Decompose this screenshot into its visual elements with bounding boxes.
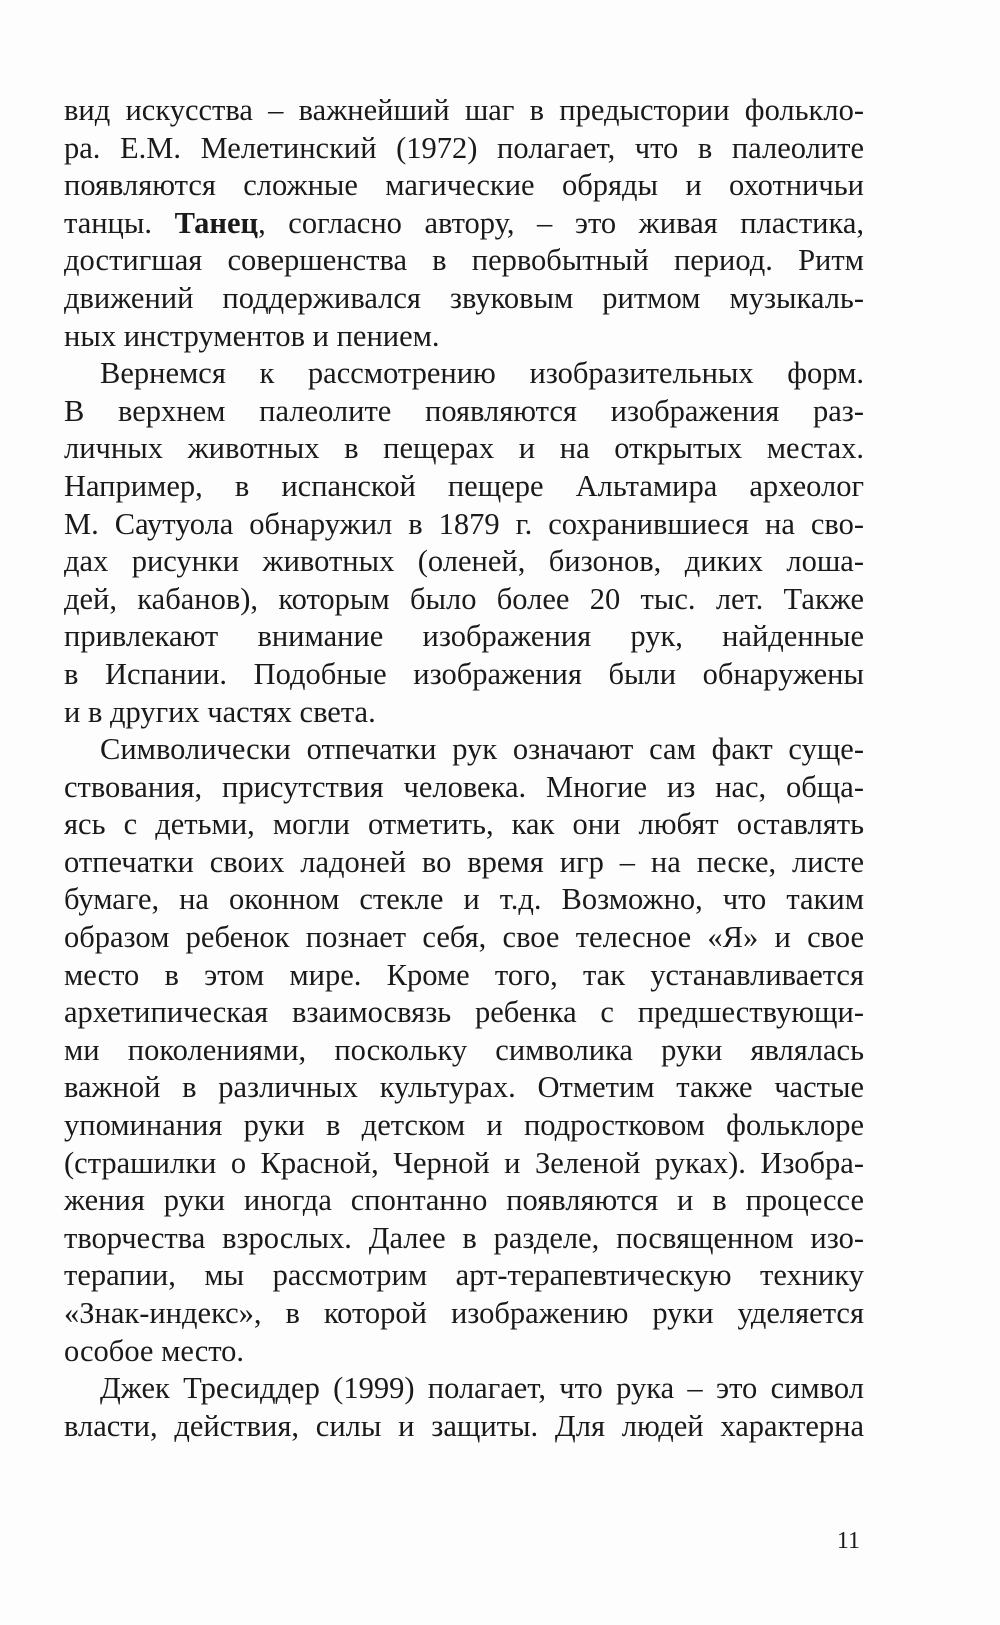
text-line: жения руки иногда спонтанно появляются и в процессе: [64, 1183, 864, 1218]
text-line: [64, 205, 864, 243]
paragraph-2: [64, 355, 864, 731]
text-line: Символически отпечатки рук означают сам факт суще-: [100, 732, 864, 767]
text-line: вид искусства – важнейший шаг в предыстории фолькло-: [64, 93, 864, 127]
text-line: ми поколениями, поскольку символика руки являлась: [64, 1032, 864, 1067]
text-line: терапии, мы рассмотрим арт-терапевтическую технику: [64, 1258, 864, 1293]
page-number: 11: [836, 1528, 860, 1554]
text-line: привлекают внимание изображения рук, найденные: [64, 619, 864, 654]
text-line: и в других частях света.: [64, 694, 376, 729]
bold-term: Танец: [174, 205, 259, 240]
paragraph-4: [64, 1370, 864, 1445]
text-line: Джек Тресиддер (1999) полагает, что рука – это символ: [100, 1371, 864, 1406]
text-line: В верхнем палеолите появляются изображения раз-: [64, 393, 864, 428]
text-line: особое место.: [64, 1333, 245, 1368]
text-line: ра. Е.М. Мелетинский (1972) полагает, что в палеолите: [64, 130, 864, 165]
text-line: ствования, присутствия человека. Многие из нас, обща-: [64, 769, 864, 804]
text-line: появляются сложные магические обряды и охотничьи: [64, 168, 864, 203]
text-line: (страшилки о Красной, Черной и Зеленой руках). Изобра-: [64, 1145, 864, 1180]
paragraph-1: [64, 92, 864, 355]
text-line: Например, в испанской пещере Альтамира археолог: [64, 468, 864, 503]
text-line: архетипическая взаимосвязь ребенка с предшествующи-: [64, 995, 864, 1030]
text-line: отпечатки своих ладоней во время игр – на песке, листе: [64, 844, 864, 879]
text-line: бумаге, на оконном стекле и т.д. Возможно, что таким: [64, 882, 864, 917]
text-line: творчества взрослых. Далее в разделе, посвященном изо-: [64, 1220, 864, 1255]
text-line: дах рисунки животных (оленей, бизонов, диких лоша-: [64, 544, 864, 579]
body-text: [64, 92, 864, 1445]
text-line: ясь с детьми, могли отметить, как они любят оставлять: [64, 807, 864, 842]
text-line: образом ребенок познает себя, свое телесное «Я» и свое: [64, 920, 864, 955]
text-line: упоминания руки в детском и подростковом фольклоре: [64, 1108, 864, 1143]
text-line: важной в различных культурах. Отметим также частые: [64, 1070, 864, 1105]
text-fragment: танцы.: [64, 205, 175, 240]
text-line: М. Саутуола обнаружил в 1879 г. сохранившиеся на сво-: [64, 506, 864, 541]
text-line: место в этом мире. Кроме того, так устанавливается: [64, 957, 864, 992]
text-line: власти, действия, силы и защиты. Для людей характерна: [64, 1408, 864, 1443]
text-fragment: , согласно автору, – это живая пластика,: [258, 205, 864, 240]
text-line: достигшая совершенства в первобытный период. Ритм: [64, 243, 864, 278]
text-line: «Знак-индекс», в которой изображению руки уделяется: [64, 1296, 864, 1330]
text-line: личных животных в пещерах и на открытых местах.: [64, 431, 864, 466]
text-line: Вернемся к рассмотрению изобразительных форм.: [100, 356, 864, 391]
text-line: ных инструментов и пением.: [64, 318, 440, 353]
text-line: дей, кабанов), которым было более 20 тыс. лет. Также: [64, 581, 864, 616]
paragraph-3: [64, 731, 864, 1370]
text-line: движений поддерживался звуковым ритмом музыкаль-: [64, 280, 864, 315]
text-line: в Испании. Подобные изображения были обнаружены: [64, 656, 864, 691]
